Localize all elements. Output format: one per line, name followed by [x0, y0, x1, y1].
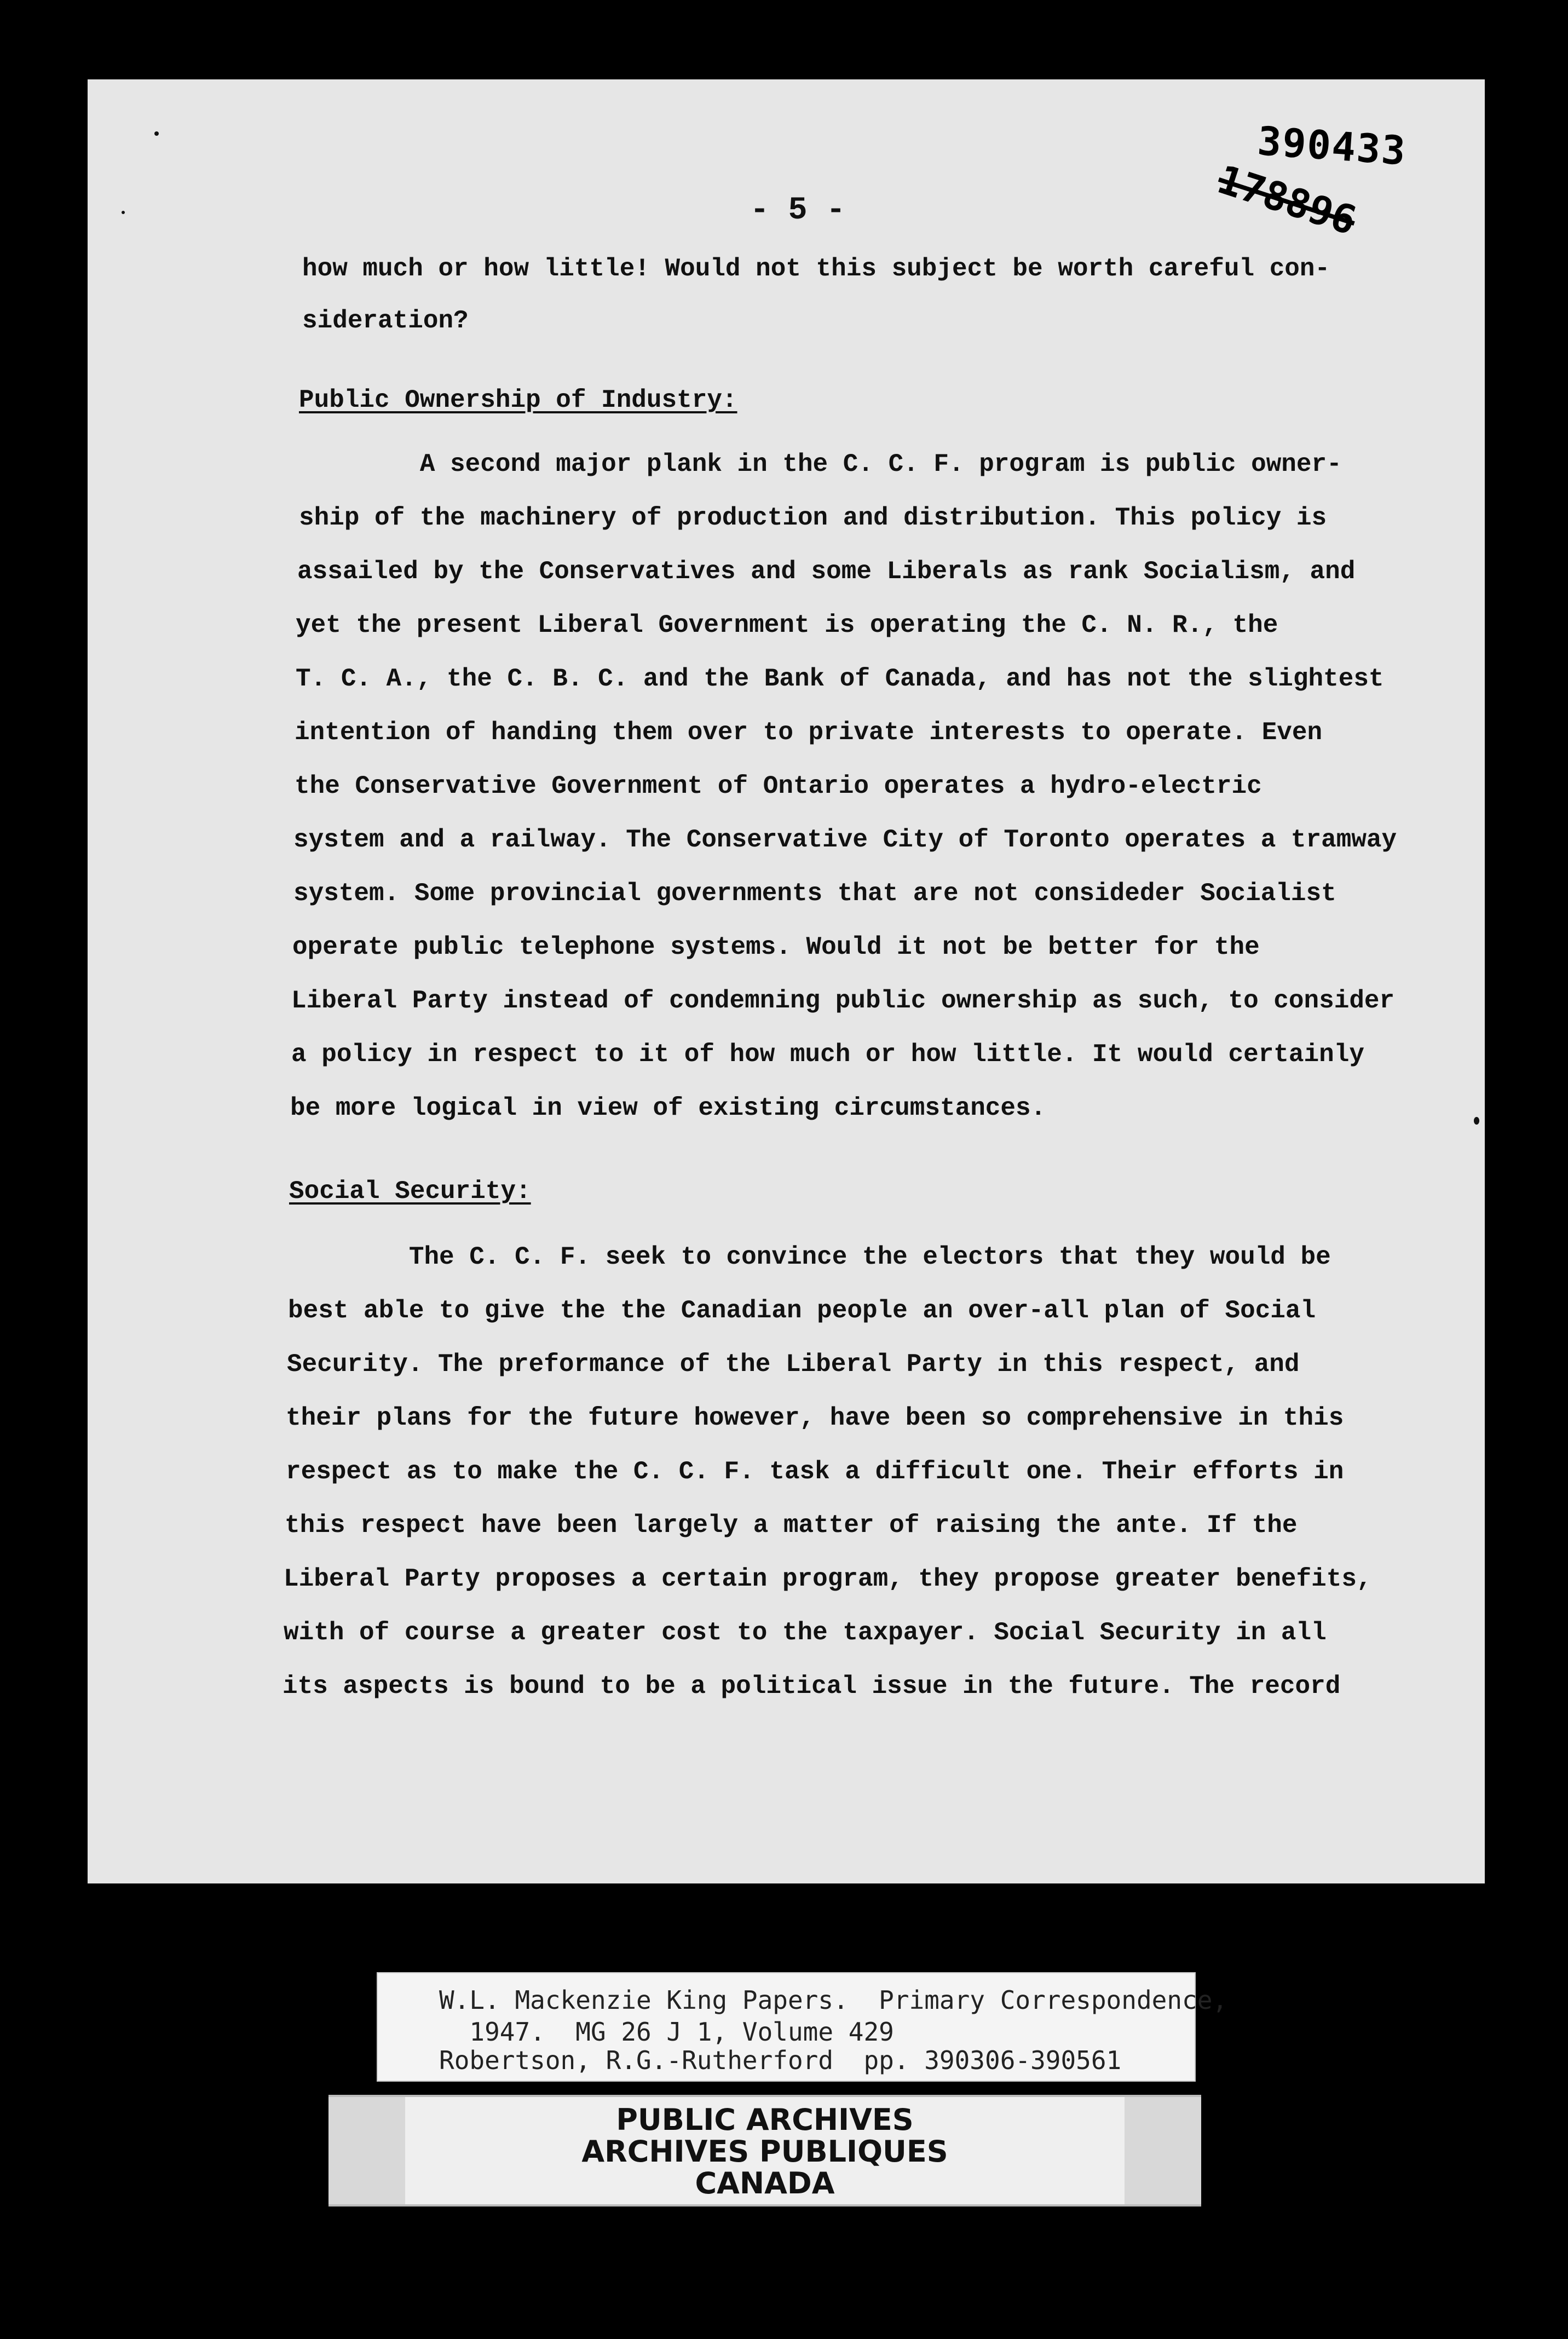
- text-line: best able to give the the Canadian people an over-all plan of Social: [288, 1297, 1316, 1325]
- page-number: - 5 -: [750, 193, 846, 228]
- citation-line: Robertson, R.G.-Rutherford pp. 390306-390561: [439, 2046, 1122, 2075]
- text-line: system. Some provincial governments that are not consideder Socialist: [293, 879, 1336, 908]
- text-line: respect as to make the C. C. F. task a difficult one. Their efforts in: [286, 1457, 1344, 1486]
- text-line: assailed by the Conservatives and some Liberals as rank Socialism, and: [297, 557, 1356, 586]
- text-line: sideration?: [302, 307, 469, 335]
- text-line: The C. C. F. seek to convince the electors that they would be: [288, 1243, 1331, 1271]
- text-line: its aspects is bound to be a political issue in the future. The record: [283, 1672, 1341, 1701]
- struck-number: 178896: [1212, 156, 1362, 244]
- text-line: intention of handing them over to private interests to operate. Even: [295, 718, 1323, 747]
- archive-name-line: ARCHIVES PUBLIQUES: [581, 2134, 948, 2169]
- text-line: ship of the machinery of production and distribution. This policy is: [299, 504, 1327, 532]
- text-line: yet the present Liberal Government is operating the C. N. R., the: [296, 611, 1278, 640]
- archive-number-stamp: [1212, 118, 1423, 244]
- citation-line: 1947. MG 26 J 1, Volume 429: [439, 2017, 894, 2047]
- text-line: operate public telephone systems. Would it not be better for the: [292, 933, 1260, 961]
- section-heading: Public Ownership of Industry:: [299, 386, 737, 414]
- text-line: this respect have been largely a matter of raising the ante. If the: [285, 1511, 1298, 1540]
- stamp-number: 390433: [1256, 118, 1408, 174]
- text-line: how much or how little! Would not this subject be worth careful con-: [302, 255, 1330, 283]
- text-line: the Conservative Government of Ontario operates a hydro-electric: [295, 772, 1262, 800]
- speck-mark: [154, 131, 159, 136]
- public-archives-stamp: [328, 2095, 1201, 2207]
- text-line: Security. The preformance of the Liberal Party in this respect, and: [287, 1350, 1300, 1379]
- text-line: be more logical in view of existing circumstances.: [290, 1094, 1046, 1122]
- archive-citation-label: [377, 1972, 1228, 2082]
- text-line: with of course a greater cost to the taxpayer. Social Security in all: [284, 1618, 1327, 1647]
- section-heading: Social Security:: [289, 1177, 531, 1206]
- text-line: A second major plank in the C. C. F. program is public owner-: [299, 450, 1342, 479]
- document-page: [88, 79, 1485, 1883]
- archive-name-line: CANADA: [695, 2166, 835, 2200]
- text-line: T. C. A., the C. B. C. and the Bank of Canada, and has not the slightest: [296, 665, 1384, 693]
- speck-mark: [122, 211, 125, 214]
- citation-line: W.L. Mackenzie King Papers. Primary Correspondence,: [439, 1985, 1228, 2015]
- archive-name-line: PUBLIC ARCHIVES: [616, 2102, 914, 2137]
- text-line: Liberal Party instead of condemning public ownership as such, to consider: [291, 987, 1395, 1015]
- text-line: Liberal Party proposes a certain program, they propose greater benefits,: [284, 1565, 1372, 1593]
- text-line: a policy in respect to it of how much or how little. It would certainly: [291, 1040, 1364, 1069]
- text-line: system and a railway. The Conservative City of Toronto operates a tramway: [293, 826, 1397, 854]
- speck-mark: [1474, 1117, 1479, 1125]
- text-line: their plans for the future however, have been so comprehensive in this: [286, 1404, 1344, 1432]
